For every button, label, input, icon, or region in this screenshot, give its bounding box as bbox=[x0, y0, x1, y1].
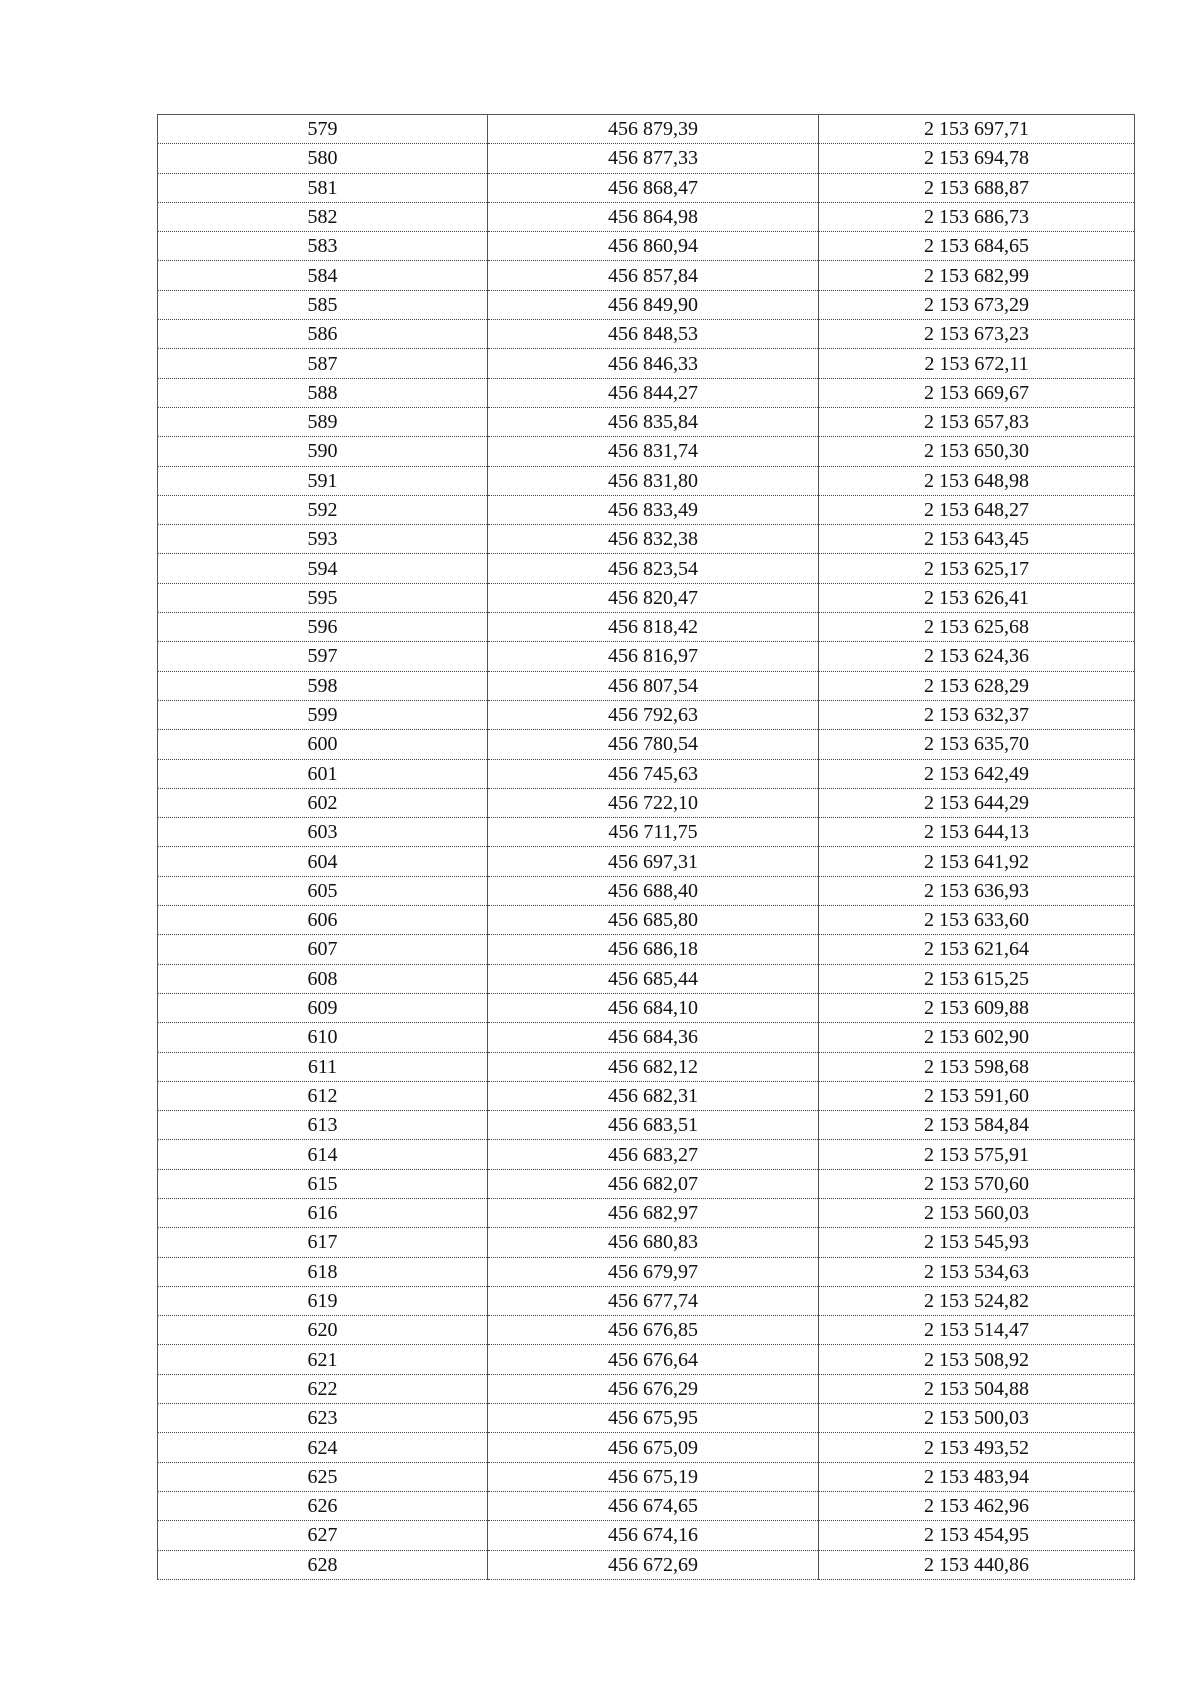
point-number-cell: 620 bbox=[158, 1316, 488, 1345]
point-number-cell: 599 bbox=[158, 700, 488, 729]
x-coordinate-cell: 456 682,97 bbox=[488, 1198, 819, 1227]
y-coordinate-cell: 2 153 632,37 bbox=[819, 700, 1135, 729]
y-coordinate-cell: 2 153 686,73 bbox=[819, 202, 1135, 231]
point-number-cell: 613 bbox=[158, 1111, 488, 1140]
point-number-cell: 617 bbox=[158, 1228, 488, 1257]
table-row bbox=[158, 993, 1135, 1022]
y-coordinate-cell: 2 153 643,45 bbox=[819, 525, 1135, 554]
table-row bbox=[158, 1404, 1135, 1433]
x-coordinate-cell: 456 685,80 bbox=[488, 906, 819, 935]
table-row bbox=[158, 261, 1135, 290]
y-coordinate-cell: 2 153 609,88 bbox=[819, 993, 1135, 1022]
table-row bbox=[158, 730, 1135, 759]
y-coordinate-cell: 2 153 657,83 bbox=[819, 407, 1135, 436]
table-row bbox=[158, 1198, 1135, 1227]
point-number-cell: 608 bbox=[158, 964, 488, 993]
y-coordinate-cell: 2 153 669,67 bbox=[819, 378, 1135, 407]
point-number-cell: 587 bbox=[158, 349, 488, 378]
table-row bbox=[158, 554, 1135, 583]
point-number-cell: 588 bbox=[158, 378, 488, 407]
table-row bbox=[158, 1491, 1135, 1520]
x-coordinate-cell: 456 675,19 bbox=[488, 1462, 819, 1491]
table-row bbox=[158, 700, 1135, 729]
y-coordinate-cell: 2 153 625,17 bbox=[819, 554, 1135, 583]
table-row bbox=[158, 1081, 1135, 1110]
x-coordinate-cell: 456 683,51 bbox=[488, 1111, 819, 1140]
y-coordinate-cell: 2 153 694,78 bbox=[819, 144, 1135, 173]
table-row bbox=[158, 876, 1135, 905]
point-number-cell: 628 bbox=[158, 1550, 488, 1579]
y-coordinate-cell: 2 153 514,47 bbox=[819, 1316, 1135, 1345]
y-coordinate-cell: 2 153 697,71 bbox=[819, 115, 1135, 144]
table-row bbox=[158, 144, 1135, 173]
table-row bbox=[158, 1345, 1135, 1374]
x-coordinate-cell: 456 864,98 bbox=[488, 202, 819, 231]
table-row bbox=[158, 495, 1135, 524]
point-number-cell: 605 bbox=[158, 876, 488, 905]
y-coordinate-cell: 2 153 628,29 bbox=[819, 671, 1135, 700]
x-coordinate-cell: 456 688,40 bbox=[488, 876, 819, 905]
point-number-cell: 624 bbox=[158, 1433, 488, 1462]
x-coordinate-cell: 456 722,10 bbox=[488, 788, 819, 817]
point-number-cell: 626 bbox=[158, 1491, 488, 1520]
table-row bbox=[158, 613, 1135, 642]
table-row bbox=[158, 642, 1135, 671]
point-number-cell: 594 bbox=[158, 554, 488, 583]
point-number-cell: 585 bbox=[158, 290, 488, 319]
point-number-cell: 602 bbox=[158, 788, 488, 817]
x-coordinate-cell: 456 674,16 bbox=[488, 1521, 819, 1550]
point-number-cell: 607 bbox=[158, 935, 488, 964]
x-coordinate-cell: 456 844,27 bbox=[488, 378, 819, 407]
x-coordinate-cell: 456 674,65 bbox=[488, 1491, 819, 1520]
table-row bbox=[158, 788, 1135, 817]
point-number-cell: 603 bbox=[158, 818, 488, 847]
y-coordinate-cell: 2 153 483,94 bbox=[819, 1462, 1135, 1491]
x-coordinate-cell: 456 675,95 bbox=[488, 1404, 819, 1433]
table-row bbox=[158, 964, 1135, 993]
x-coordinate-cell: 456 846,33 bbox=[488, 349, 819, 378]
x-coordinate-cell: 456 877,33 bbox=[488, 144, 819, 173]
point-number-cell: 615 bbox=[158, 1169, 488, 1198]
x-coordinate-cell: 456 697,31 bbox=[488, 847, 819, 876]
table-row bbox=[158, 202, 1135, 231]
table-row bbox=[158, 1316, 1135, 1345]
x-coordinate-cell: 456 816,97 bbox=[488, 642, 819, 671]
table-row bbox=[158, 1257, 1135, 1286]
table-row bbox=[158, 583, 1135, 612]
point-number-cell: 584 bbox=[158, 261, 488, 290]
table-row bbox=[158, 671, 1135, 700]
x-coordinate-cell: 456 686,18 bbox=[488, 935, 819, 964]
x-coordinate-cell: 456 831,74 bbox=[488, 437, 819, 466]
table-row bbox=[158, 759, 1135, 788]
y-coordinate-cell: 2 153 598,68 bbox=[819, 1052, 1135, 1081]
coordinates-table bbox=[157, 114, 1135, 1580]
y-coordinate-cell: 2 153 504,88 bbox=[819, 1374, 1135, 1403]
table-row bbox=[158, 466, 1135, 495]
point-number-cell: 606 bbox=[158, 906, 488, 935]
y-coordinate-cell: 2 153 688,87 bbox=[819, 173, 1135, 202]
x-coordinate-cell: 456 831,80 bbox=[488, 466, 819, 495]
point-number-cell: 618 bbox=[158, 1257, 488, 1286]
point-number-cell: 593 bbox=[158, 525, 488, 554]
y-coordinate-cell: 2 153 493,52 bbox=[819, 1433, 1135, 1462]
y-coordinate-cell: 2 153 684,65 bbox=[819, 232, 1135, 261]
point-number-cell: 581 bbox=[158, 173, 488, 202]
table-row bbox=[158, 1286, 1135, 1315]
y-coordinate-cell: 2 153 650,30 bbox=[819, 437, 1135, 466]
point-number-cell: 611 bbox=[158, 1052, 488, 1081]
point-number-cell: 596 bbox=[158, 613, 488, 642]
table-row bbox=[158, 437, 1135, 466]
x-coordinate-cell: 456 832,38 bbox=[488, 525, 819, 554]
x-coordinate-cell: 456 682,12 bbox=[488, 1052, 819, 1081]
y-coordinate-cell: 2 153 673,29 bbox=[819, 290, 1135, 319]
x-coordinate-cell: 456 868,47 bbox=[488, 173, 819, 202]
y-coordinate-cell: 2 153 545,93 bbox=[819, 1228, 1135, 1257]
x-coordinate-cell: 456 682,31 bbox=[488, 1081, 819, 1110]
y-coordinate-cell: 2 153 648,27 bbox=[819, 495, 1135, 524]
y-coordinate-cell: 2 153 454,95 bbox=[819, 1521, 1135, 1550]
point-number-cell: 589 bbox=[158, 407, 488, 436]
y-coordinate-cell: 2 153 621,64 bbox=[819, 935, 1135, 964]
point-number-cell: 604 bbox=[158, 847, 488, 876]
x-coordinate-cell: 456 684,10 bbox=[488, 993, 819, 1022]
table-row bbox=[158, 1433, 1135, 1462]
x-coordinate-cell: 456 849,90 bbox=[488, 290, 819, 319]
table-row bbox=[158, 173, 1135, 202]
point-number-cell: 627 bbox=[158, 1521, 488, 1550]
x-coordinate-cell: 456 848,53 bbox=[488, 320, 819, 349]
table-row bbox=[158, 290, 1135, 319]
x-coordinate-cell: 456 676,85 bbox=[488, 1316, 819, 1345]
y-coordinate-cell: 2 153 602,90 bbox=[819, 1023, 1135, 1052]
x-coordinate-cell: 456 833,49 bbox=[488, 495, 819, 524]
y-coordinate-cell: 2 153 524,82 bbox=[819, 1286, 1135, 1315]
point-number-cell: 612 bbox=[158, 1081, 488, 1110]
y-coordinate-cell: 2 153 644,29 bbox=[819, 788, 1135, 817]
point-number-cell: 623 bbox=[158, 1404, 488, 1433]
point-number-cell: 586 bbox=[158, 320, 488, 349]
y-coordinate-cell: 2 153 636,93 bbox=[819, 876, 1135, 905]
y-coordinate-cell: 2 153 633,60 bbox=[819, 906, 1135, 935]
point-number-cell: 591 bbox=[158, 466, 488, 495]
table-row bbox=[158, 1140, 1135, 1169]
table-row bbox=[158, 525, 1135, 554]
point-number-cell: 619 bbox=[158, 1286, 488, 1315]
x-coordinate-cell: 456 835,84 bbox=[488, 407, 819, 436]
y-coordinate-cell: 2 153 682,99 bbox=[819, 261, 1135, 290]
point-number-cell: 614 bbox=[158, 1140, 488, 1169]
y-coordinate-cell: 2 153 642,49 bbox=[819, 759, 1135, 788]
x-coordinate-cell: 456 857,84 bbox=[488, 261, 819, 290]
point-number-cell: 590 bbox=[158, 437, 488, 466]
y-coordinate-cell: 2 153 584,84 bbox=[819, 1111, 1135, 1140]
x-coordinate-cell: 456 860,94 bbox=[488, 232, 819, 261]
x-coordinate-cell: 456 685,44 bbox=[488, 964, 819, 993]
x-coordinate-cell: 456 679,97 bbox=[488, 1257, 819, 1286]
y-coordinate-cell: 2 153 635,70 bbox=[819, 730, 1135, 759]
y-coordinate-cell: 2 153 500,03 bbox=[819, 1404, 1135, 1433]
y-coordinate-cell: 2 153 575,91 bbox=[819, 1140, 1135, 1169]
table-row bbox=[158, 1023, 1135, 1052]
y-coordinate-cell: 2 153 615,25 bbox=[819, 964, 1135, 993]
y-coordinate-cell: 2 153 591,60 bbox=[819, 1081, 1135, 1110]
coordinates-table-body bbox=[158, 115, 1135, 1580]
point-number-cell: 625 bbox=[158, 1462, 488, 1491]
y-coordinate-cell: 2 153 570,60 bbox=[819, 1169, 1135, 1198]
y-coordinate-cell: 2 153 648,98 bbox=[819, 466, 1135, 495]
point-number-cell: 580 bbox=[158, 144, 488, 173]
y-coordinate-cell: 2 153 626,41 bbox=[819, 583, 1135, 612]
point-number-cell: 609 bbox=[158, 993, 488, 1022]
x-coordinate-cell: 456 677,74 bbox=[488, 1286, 819, 1315]
point-number-cell: 592 bbox=[158, 495, 488, 524]
point-number-cell: 583 bbox=[158, 232, 488, 261]
table-row bbox=[158, 407, 1135, 436]
x-coordinate-cell: 456 711,75 bbox=[488, 818, 819, 847]
point-number-cell: 597 bbox=[158, 642, 488, 671]
point-number-cell: 600 bbox=[158, 730, 488, 759]
point-number-cell: 616 bbox=[158, 1198, 488, 1227]
table-row bbox=[158, 1111, 1135, 1140]
table-row bbox=[158, 1052, 1135, 1081]
y-coordinate-cell: 2 153 624,36 bbox=[819, 642, 1135, 671]
y-coordinate-cell: 2 153 560,03 bbox=[819, 1198, 1135, 1227]
table-row bbox=[158, 378, 1135, 407]
x-coordinate-cell: 456 684,36 bbox=[488, 1023, 819, 1052]
point-number-cell: 595 bbox=[158, 583, 488, 612]
x-coordinate-cell: 456 818,42 bbox=[488, 613, 819, 642]
y-coordinate-cell: 2 153 534,63 bbox=[819, 1257, 1135, 1286]
y-coordinate-cell: 2 153 644,13 bbox=[819, 818, 1135, 847]
y-coordinate-cell: 2 153 625,68 bbox=[819, 613, 1135, 642]
y-coordinate-cell: 2 153 508,92 bbox=[819, 1345, 1135, 1374]
point-number-cell: 601 bbox=[158, 759, 488, 788]
table-row bbox=[158, 320, 1135, 349]
table-row bbox=[158, 906, 1135, 935]
x-coordinate-cell: 456 682,07 bbox=[488, 1169, 819, 1198]
point-number-cell: 621 bbox=[158, 1345, 488, 1374]
table-row bbox=[158, 935, 1135, 964]
table-row bbox=[158, 349, 1135, 378]
point-number-cell: 622 bbox=[158, 1374, 488, 1403]
y-coordinate-cell: 2 153 641,92 bbox=[819, 847, 1135, 876]
x-coordinate-cell: 456 820,47 bbox=[488, 583, 819, 612]
table-row bbox=[158, 1374, 1135, 1403]
y-coordinate-cell: 2 153 462,96 bbox=[819, 1491, 1135, 1520]
x-coordinate-cell: 456 680,83 bbox=[488, 1228, 819, 1257]
x-coordinate-cell: 456 675,09 bbox=[488, 1433, 819, 1462]
table-row bbox=[158, 1550, 1135, 1579]
table-row bbox=[158, 847, 1135, 876]
x-coordinate-cell: 456 780,54 bbox=[488, 730, 819, 759]
x-coordinate-cell: 456 823,54 bbox=[488, 554, 819, 583]
table-row bbox=[158, 115, 1135, 144]
table-row bbox=[158, 1462, 1135, 1491]
table-row bbox=[158, 818, 1135, 847]
y-coordinate-cell: 2 153 673,23 bbox=[819, 320, 1135, 349]
point-number-cell: 582 bbox=[158, 202, 488, 231]
x-coordinate-cell: 456 683,27 bbox=[488, 1140, 819, 1169]
x-coordinate-cell: 456 745,63 bbox=[488, 759, 819, 788]
x-coordinate-cell: 456 807,54 bbox=[488, 671, 819, 700]
x-coordinate-cell: 456 879,39 bbox=[488, 115, 819, 144]
x-coordinate-cell: 456 672,69 bbox=[488, 1550, 819, 1579]
y-coordinate-cell: 2 153 672,11 bbox=[819, 349, 1135, 378]
table-row bbox=[158, 1228, 1135, 1257]
table-row bbox=[158, 1521, 1135, 1550]
x-coordinate-cell: 456 792,63 bbox=[488, 700, 819, 729]
y-coordinate-cell: 2 153 440,86 bbox=[819, 1550, 1135, 1579]
x-coordinate-cell: 456 676,64 bbox=[488, 1345, 819, 1374]
point-number-cell: 598 bbox=[158, 671, 488, 700]
point-number-cell: 579 bbox=[158, 115, 488, 144]
x-coordinate-cell: 456 676,29 bbox=[488, 1374, 819, 1403]
point-number-cell: 610 bbox=[158, 1023, 488, 1052]
table-row bbox=[158, 232, 1135, 261]
table-row bbox=[158, 1169, 1135, 1198]
